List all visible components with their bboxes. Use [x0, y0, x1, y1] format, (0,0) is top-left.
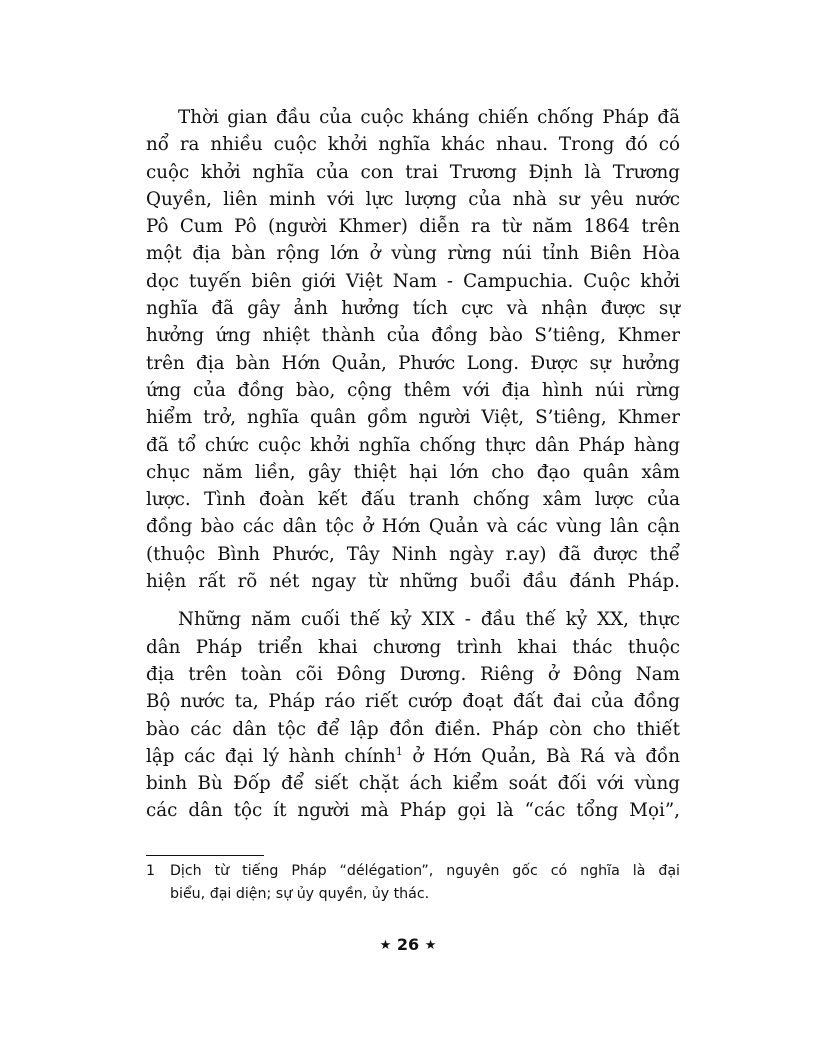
paragraph-1	[146, 104, 680, 595]
star-icon: ★	[424, 938, 437, 953]
text-line: đồng bào các dân tộc ở Hớn Quản và các vùng lân cận	[146, 516, 680, 538]
text-line: trên địa bàn Hớn Quản, Phước Long. Được sự hưởng	[146, 352, 680, 374]
page-number-value: 26	[396, 935, 420, 954]
paragraph-2	[146, 606, 680, 824]
footnote-number: 1	[146, 863, 156, 879]
footnote	[146, 860, 680, 905]
text-line: hưởng ứng nhiệt thành của đồng bào S’tiêng, Khmer	[146, 325, 680, 347]
text-line: Quyền, liên minh với lực lượng của nhà sư yêu nước	[146, 188, 680, 210]
text-line: Những năm cuối thế kỷ XIX - đầu thế kỷ XX, thực	[178, 609, 680, 631]
text-line: nghĩa đã gây ảnh hưởng tích cực và nhận được sự	[146, 298, 680, 320]
text-line: dọc tuyến biên giới Việt Nam - Campuchia. Cuộc khởi	[146, 270, 680, 292]
footnote-line: biểu, đại diện; sự ủy quyền, ủy thác.	[170, 885, 430, 902]
footnote-text	[170, 860, 680, 905]
text-line: Bộ nước ta, Pháp ráo riết cướp đoạt đất đai của đồng	[146, 691, 680, 713]
text-line: chục năm liền, gây thiệt hại lớn cho đạo quân xâm	[146, 461, 680, 483]
text-line: (thuộc Bình Phước, Tây Ninh ngày r.ay) đã được thể	[146, 543, 680, 565]
text-line: một địa bàn rộng lớn ở vùng rừng núi tỉnh Biên Hòa	[146, 243, 680, 265]
text-line: đã tổ chức cuộc khởi nghĩa chống thực dân Pháp hàng	[146, 434, 680, 456]
text-line-with-footnote-ref	[146, 743, 680, 770]
footnote-divider	[146, 855, 264, 856]
text-line: Thời gian đầu của cuộc kháng chiến chống Pháp đã	[178, 107, 680, 128]
text-line: binh Bù Đốp để siết chặt ách kiểm soát đối với vùng	[146, 773, 680, 795]
page-body	[146, 104, 680, 825]
footnote-line: Dịch từ tiếng Pháp “délégation”, nguyên gốc có nghĩa là đại	[170, 863, 680, 879]
star-icon: ★	[379, 938, 392, 953]
text-segment: lập các đại lý hành chính	[146, 745, 396, 767]
text-line: bào các dân tộc để lập đồn điền. Pháp còn cho thiết	[146, 718, 680, 740]
footnote-reference: 1	[395, 744, 403, 758]
page-number	[0, 935, 816, 954]
text-line: cuộc khởi nghĩa của con trai Trương Định là Trương	[146, 161, 680, 183]
text-line: ứng của đồng bào, cộng thêm với địa hình núi rừng	[146, 379, 680, 401]
text-line: các dân tộc ít người mà Pháp gọi là “các tổng Mọi”,	[146, 800, 680, 822]
text-line: hiện rất rõ nét ngay từ những buổi đầu đánh Pháp.	[146, 571, 680, 593]
text-line: dân Pháp triển khai chương trình khai thác thuộc	[146, 636, 680, 658]
text-line: nổ ra nhiều cuộc khởi nghĩa khác nhau. Trong đó có	[146, 134, 680, 156]
text-line: hiểm trở, nghĩa quân gồm người Việt, S’tiêng, Khmer	[146, 407, 680, 429]
text-line: Pô Cum Pô (người Khmer) diễn ra từ năm 1864 trên	[146, 216, 680, 238]
text-line: lược. Tình đoàn kết đấu tranh chống xâm lược của	[146, 489, 680, 511]
text-line: địa trên toàn cõi Đông Dương. Riêng ở Đông Nam	[146, 663, 680, 685]
text-segment: ở Hớn Quản, Bà Rá và đồn	[402, 745, 680, 767]
